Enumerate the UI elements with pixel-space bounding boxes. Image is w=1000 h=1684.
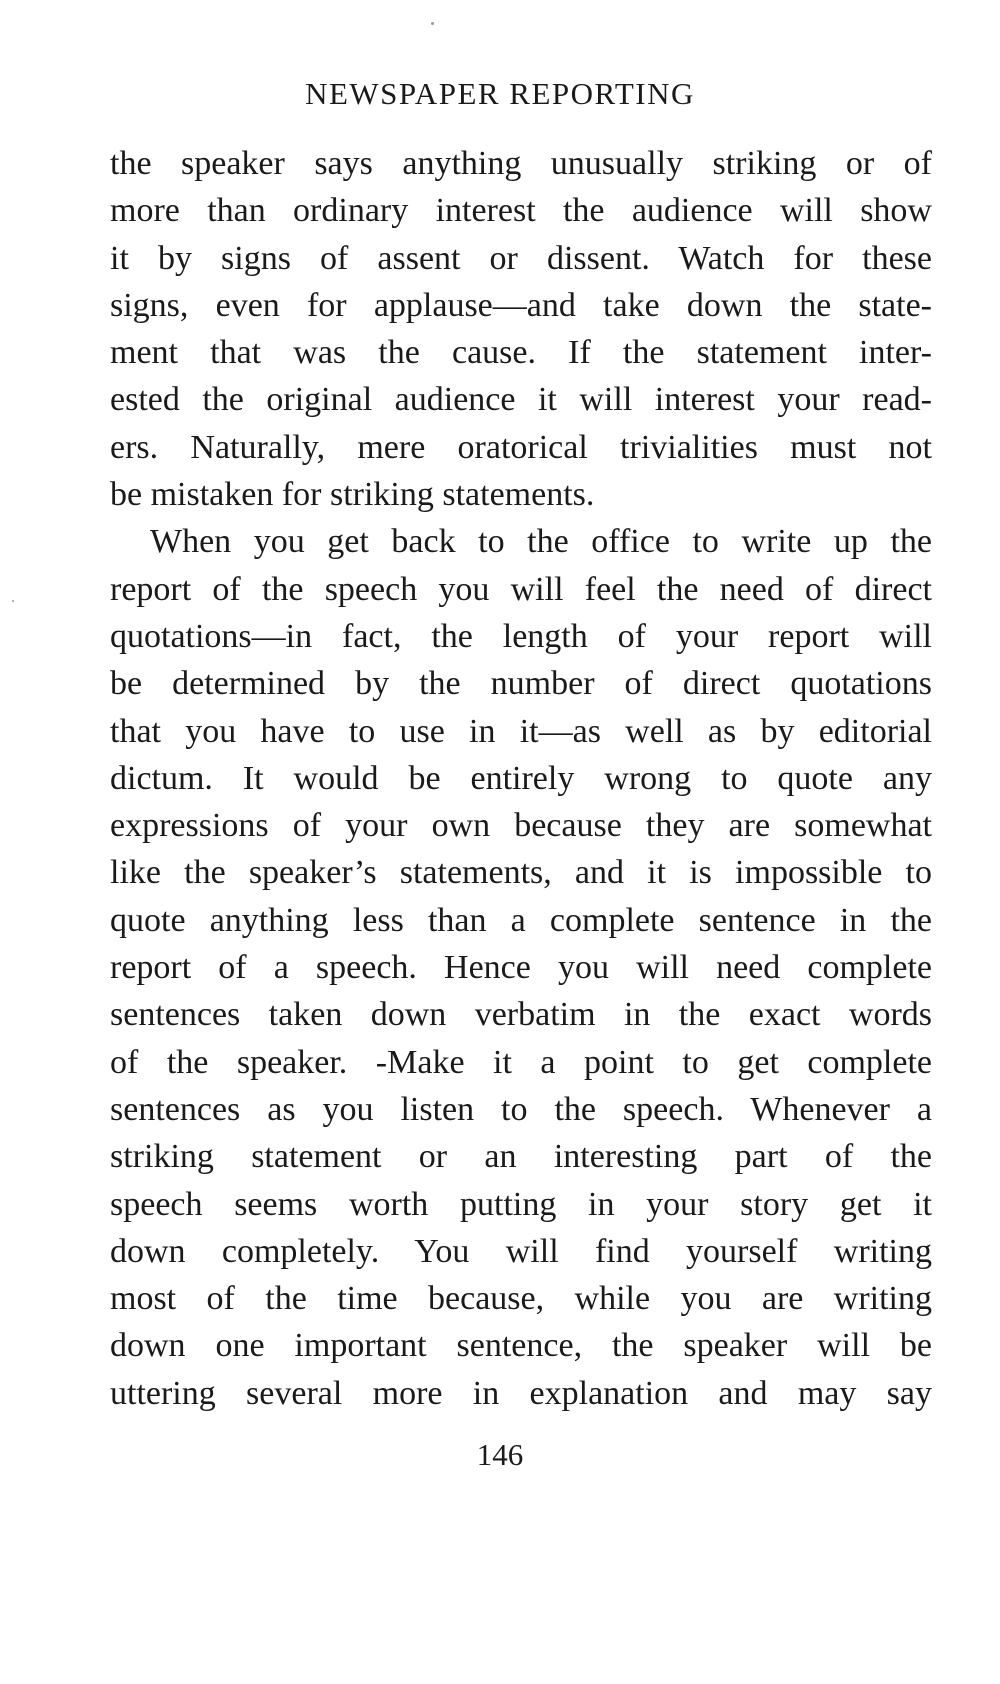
text-line: down one important sentence, the speaker will be <box>110 1327 932 1365</box>
text-line: signs, even for applause—and take down the state- <box>110 286 932 324</box>
text-line: be determined by the number of direct quotations <box>110 665 932 703</box>
text-line: sentences taken down verbatim in the exact words <box>110 996 932 1034</box>
text-line: the speaker says anything unusually striking or of <box>110 145 932 182</box>
text-line: quote anything less than a complete sentence in the <box>110 901 932 939</box>
text-line: sentences as you listen to the speech. Whenever a <box>110 1090 932 1128</box>
text-line: be mistaken for striking statements. <box>110 476 595 514</box>
text-line: most of the time because, while you are writing <box>110 1280 932 1318</box>
text-line: When you get back to the office to write up the <box>150 523 932 561</box>
text-line: striking statement or an interesting part of the <box>110 1138 932 1176</box>
text-line: that you have to use in it—as well as by editorial <box>110 712 932 750</box>
text-line: quotations—in fact, the length of your report will <box>110 617 932 655</box>
print-speck <box>12 600 14 602</box>
text-line: dictum. It would be entirely wrong to quote any <box>110 759 932 797</box>
text-line: like the speaker’s statements, and it is impossible to <box>110 854 932 892</box>
body-text <box>110 140 932 1417</box>
text-line: ment that was the cause. If the statement inter- <box>110 334 932 372</box>
print-speck <box>431 22 434 25</box>
text-line: ers. Naturally, mere oratorical trivialities must not <box>110 428 932 466</box>
page-number: 146 <box>476 1437 524 1472</box>
paragraph <box>110 140 932 518</box>
text-line: expressions of your own because they are somewhat <box>110 807 932 845</box>
text-line: more than ordinary interest the audience will show <box>110 192 932 230</box>
text-line: report of the speech you will feel the need of direct <box>110 570 932 608</box>
paragraph <box>110 518 932 1417</box>
text-line: down completely. You will find yourself writing <box>110 1232 932 1270</box>
text-line: report of a speech. Hence you will need complete <box>110 949 932 987</box>
text-line: of the speaker. -Make it a point to get complete <box>110 1043 932 1081</box>
text-line: ested the original audience it will interest your read- <box>110 381 932 419</box>
running-head: NEWSPAPER REPORTING <box>305 76 695 111</box>
text-line: it by signs of assent or dissent. Watch for these <box>110 239 932 277</box>
text-line: uttering several more in explanation and may say <box>110 1374 932 1412</box>
text-line: speech seems worth putting in your story get it <box>110 1185 932 1223</box>
